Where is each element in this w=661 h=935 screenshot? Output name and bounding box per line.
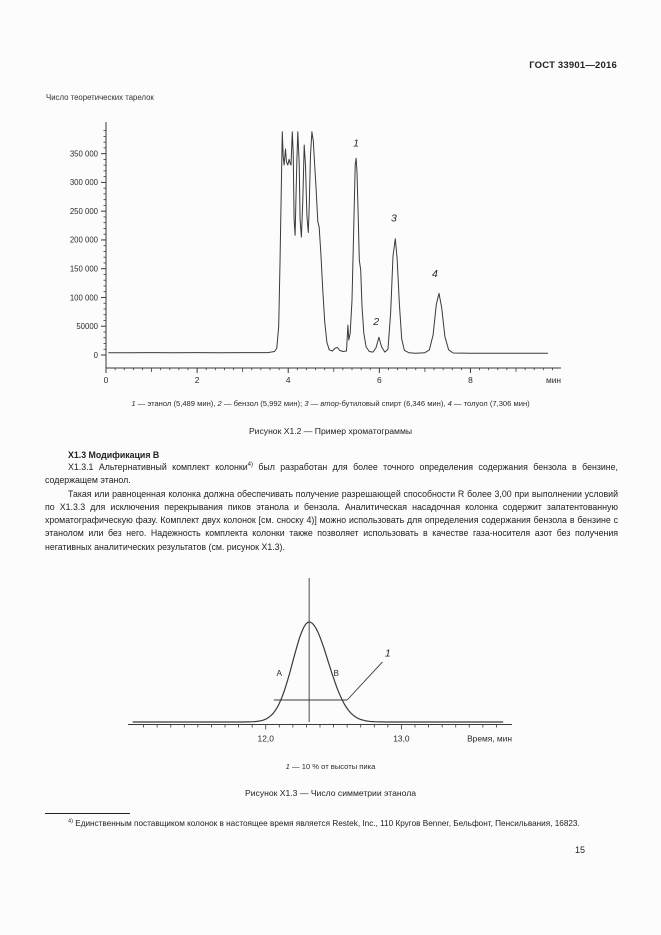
svg-text:200 000: 200 000 [69,235,98,245]
svg-text:150 000: 150 000 [69,264,98,274]
figure1-peak-legend: 1 — этанол (5,489 мин), 2 — бензол (5,992 мин); 3 — втор-бутиловый спирт (6,346 мин), 4 — толуол (7,306 мин) [131,399,530,408]
svg-text:2: 2 [194,375,200,385]
figure1-y-axis-title: Число теоретических тарелок [46,93,154,102]
svg-text:8: 8 [468,375,473,385]
paragraph-x131: Х1.3.1 Альтернативный комплект колонки$^{4)}$ был разработан для более точного определения содержания бензола в бензине, содержащем этанол. [45,462,618,486]
gaussian-peak-curve [133,622,504,722]
standard-number: ГОСТ 33901—2016 [529,60,617,71]
svg-text:1: 1 [384,647,391,660]
symmetry-figure [100,572,540,752]
svg-text:3: 3 [390,212,397,225]
figure2-legend: 1 — 10 % от высоты пика [285,762,376,771]
svg-text:50000: 50000 [76,322,98,332]
figure2-caption: Рисунок Х1.3 — Число симметрии этанола [244,788,416,798]
chromatogram-trace [108,132,548,353]
svg-text:4: 4 [285,375,291,385]
svg-text:4: 4 [431,267,438,280]
svg-text:2: 2 [373,316,380,329]
paragraph-column-description: Такая или равноценная колонка должна обеспечивать получение разрешающей способности R более 3,00 при выполнении условий по Х1.3.3 для исключения перекрывания пиков этанола и бензола. Аналитическая насадочная колонка содержит запатентованную хроматографическую фазу. Комплект двух колонок [см. сноску 4)] можно использовать для определения содержания бензола в бензине с этанолом или без него. Надежность комплекта колонки также позволяет использовать в качестве газа-носителя азот без получения негативных аналитических результатов (см. рисунок Х1.3). [45,488,618,552]
symmetry-axes [128,725,512,744]
section-body [45,461,618,554]
svg-text:Время, мин: Время, мин [467,733,512,744]
chromatogram-figure [60,108,580,393]
svg-text:300 000: 300 000 [69,178,98,188]
footnote-rule [45,813,130,814]
svg-text:0: 0 [103,375,109,385]
symmetry-annotations [274,578,391,722]
figure1-caption: Рисунок Х1.2 — Пример хроматограммы [248,426,413,436]
section-heading: Х1.3 Модификация В [68,450,160,460]
svg-text:B: B [333,669,340,678]
svg-text:мин: мин [545,375,561,385]
footnote-block [45,818,618,830]
peak-number-labels [353,138,438,328]
svg-text:12,0: 12,0 [257,733,274,744]
page-number: 15 [574,845,585,855]
svg-text:350 000: 350 000 [69,149,98,159]
svg-text:1: 1 [353,137,360,150]
svg-text:6: 6 [376,375,382,385]
svg-text:0: 0 [93,350,98,360]
footnote-text: $^{4)}$ Единственным поставщиком колонок в настоящее время является Restek, Inc., 110 Кругов Benner, Бельфонт, Пенсильвания, 16823. [68,818,580,828]
svg-text:100 000: 100 000 [69,293,98,303]
svg-text:250 000: 250 000 [69,206,98,216]
svg-text:A: A [276,669,283,678]
chromatogram-axes [70,122,562,385]
svg-text:13,0: 13,0 [393,733,410,744]
